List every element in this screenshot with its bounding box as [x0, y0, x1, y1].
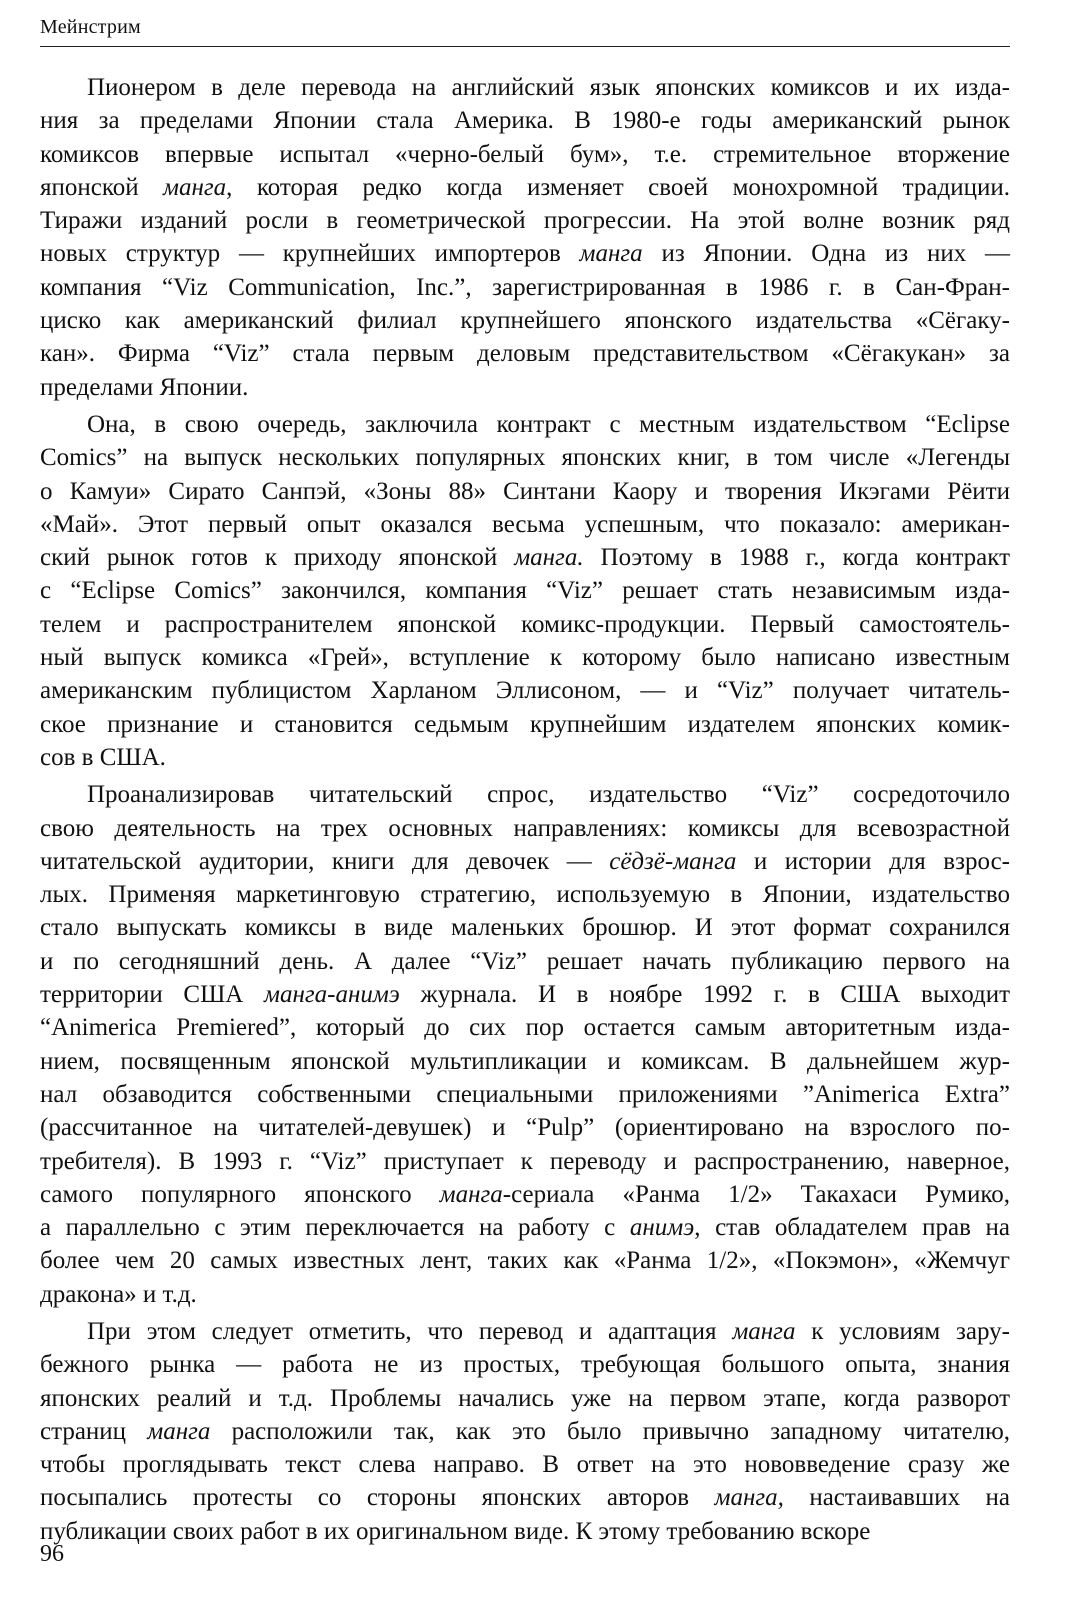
text-line	[40, 708, 1010, 741]
text-line	[40, 304, 1010, 337]
text-line	[40, 574, 1010, 607]
text-line	[40, 541, 1010, 574]
text-run: , став обладателем прав на	[694, 1214, 1011, 1242]
text-line	[40, 71, 1010, 104]
text-run: японской	[40, 173, 164, 201]
text-run: более чем 20 самых известных лент, таких как «Ранма 1/2», «Покэмон», «Жемчуг	[40, 1247, 1010, 1275]
italic-term: манга	[732, 1317, 796, 1345]
body-text	[40, 71, 1010, 1548]
text-line	[40, 1515, 1010, 1548]
text-line	[40, 641, 1010, 674]
text-line	[40, 237, 1010, 270]
italic-term: манга	[579, 240, 643, 268]
text-run: лых. Применяя маркетинговую стратегию, используемую в Японии, издательство	[40, 881, 1010, 909]
paragraph	[40, 408, 1010, 774]
text-line	[40, 271, 1010, 304]
text-run: Пионером в деле перевода на английский язык японских комиксов и их изда-	[87, 74, 1010, 101]
text-run: сов в США.	[40, 743, 166, 771]
text-run: Проанализировав читательский спрос, издательство “Viz” сосредоточило	[87, 781, 1010, 809]
text-line	[40, 778, 1010, 811]
italic-term: манга	[163, 173, 227, 201]
text-line	[40, 1244, 1010, 1277]
text-line	[40, 337, 1010, 370]
text-run: территории США	[40, 981, 265, 1009]
text-run: Она, в свою очередь, заключила контракт с местным издательством “Eclipse	[87, 410, 1010, 438]
text-line	[40, 741, 1010, 774]
text-run: самого популярного японского	[40, 1180, 440, 1208]
text-line	[40, 1045, 1010, 1078]
text-line	[40, 1011, 1010, 1044]
text-line	[40, 1145, 1010, 1178]
text-run: посыпались протесты со стороны японских авторов	[40, 1484, 715, 1512]
paragraph	[40, 778, 1010, 1311]
italic-term: манга.	[514, 544, 584, 572]
text-line	[40, 1178, 1010, 1211]
text-line	[40, 441, 1010, 474]
text-line	[40, 674, 1010, 707]
running-title: Мейнстрим	[40, 14, 1010, 47]
text-line	[40, 204, 1010, 237]
text-run: а параллельно с этим переключается на работу с	[40, 1214, 630, 1242]
text-line	[40, 1448, 1010, 1481]
text-line	[40, 171, 1010, 204]
text-run: компания “Viz Communication, Inc.”, зарегистрированная в 1986 г. в Сан-Фран-	[40, 273, 1010, 301]
text-run: телем и распространителем японской комикс-продукции. Первый самостоятель-	[40, 610, 1010, 638]
text-run: ный выпуск комикса «Грей», вступление к которому было написано известным	[40, 644, 1010, 672]
text-line	[40, 1348, 1010, 1381]
text-run: настаивавших на	[783, 1484, 1010, 1512]
text-run: о Камуи» Сирато Санпэй, «Зоны 88» Синтани Каору и творения Икэгами Рёити	[40, 477, 1010, 505]
paragraph	[40, 71, 1010, 404]
text-run: американским публицистом Харланом Эллисоном, — и “Viz” получает читатель-	[40, 677, 1010, 705]
text-run: к условиям зару-	[795, 1317, 1010, 1345]
italic-term: манга	[147, 1417, 211, 1445]
italic-term: анимэ	[629, 1214, 695, 1242]
italic-term: манга-анимэ	[264, 981, 400, 1009]
text-line	[40, 1415, 1010, 1448]
text-line	[40, 371, 1010, 404]
text-line	[40, 945, 1010, 978]
text-run: японских реалий и т.д. Проблемы начались уже на первом этапе, когда разворот	[40, 1384, 1010, 1412]
text-run: ский рынок готов к приходу японской	[40, 544, 515, 572]
text-run: новых структур — крупнейших импортеров	[40, 240, 580, 268]
text-run: нал обзаводится собственными специальными приложениями ”Animerica Extra”	[40, 1080, 1010, 1108]
text-line	[40, 1078, 1010, 1111]
text-run: из Японии. Одна из них —	[642, 240, 1010, 268]
text-run: ское признание и становится седьмым крупнейшим издателем японских комик-	[40, 710, 1010, 738]
text-run: кан». Фирма “Viz” стала первым деловым представительством «Сёгакукан» за	[40, 340, 1010, 368]
text-run: пределами Японии.	[40, 373, 249, 401]
text-run: «Май». Этот первый опыт оказался весьма успешным, что показало: американ-	[40, 510, 1010, 538]
text-run: дракона» и т.д.	[40, 1280, 197, 1308]
paragraph	[40, 1315, 1010, 1548]
text-line	[40, 608, 1010, 641]
text-line	[40, 878, 1010, 911]
text-run: читательской аудитории, книги для девочек —	[40, 847, 610, 875]
text-run: расположили так, как это было привычно западному читателю,	[210, 1417, 1011, 1445]
text-line	[40, 1315, 1010, 1348]
text-run: с “Eclipse Comics” закончился, компания “Viz” решает стать независимым изда-	[40, 577, 1010, 605]
text-run: -сериала «Ранма 1/2» Такахаси Румико,	[502, 1180, 1010, 1208]
text-run: свою деятельность на трех основных направлениях: комиксы для всевозрастной	[40, 814, 1010, 842]
text-run: комиксов впервые испытал «черно-белый бум», т.е. стремительное вторжение	[40, 140, 1010, 168]
text-run: бежного рынка — работа не из простых, требующая большого опыта, знания	[40, 1351, 1010, 1379]
text-line	[40, 1111, 1010, 1144]
page-number: 96	[40, 1541, 64, 1567]
text-line	[40, 1382, 1010, 1415]
italic-term: сёдзё-манга	[609, 847, 737, 875]
text-line	[40, 1211, 1010, 1244]
text-run: и истории для взрос-	[736, 847, 1010, 875]
text-run: чтобы проглядывать текст слева направо. В ответ на это нововведение сразу же	[40, 1451, 1010, 1479]
italic-term: манга	[439, 1180, 503, 1208]
text-run: стало выпускать комиксы в виде маленьких брошюр. И этот формат сохранился	[40, 914, 1010, 942]
text-line	[40, 1278, 1010, 1311]
text-run: циско как американский филиал крупнейшего японского издательства «Сёгаку-	[40, 307, 1010, 335]
text-run: публикации своих работ в их оригинальном виде. К этому требованию вскоре	[40, 1517, 871, 1545]
text-line	[40, 812, 1010, 845]
text-run: требителя). В 1993 г. “Viz” приступает к переводу и распространению, наверное,	[40, 1147, 1010, 1175]
text-run: “Animerica Premiered”, который до сих пор остается самым авторитетным изда-	[40, 1014, 1010, 1042]
text-run: , которая редко когда изменяет своей монохромной традиции.	[226, 173, 1010, 201]
text-line	[40, 911, 1010, 944]
text-run: ния за пределами Японии стала Америка. В 1980-е годы американский рынок	[40, 107, 1010, 135]
text-run: (рассчитанное на читателей-девушек) и “Pulp” (ориентировано на взрослого по-	[40, 1114, 1010, 1142]
text-run: Поэтому в 1988 г., когда контракт	[583, 544, 1010, 572]
italic-term: манга,	[714, 1484, 784, 1512]
text-line	[40, 508, 1010, 541]
text-line	[40, 138, 1010, 171]
text-run: страниц	[40, 1417, 148, 1445]
text-run: При этом следует отметить, что перевод и адаптация	[87, 1317, 733, 1345]
text-line	[40, 1481, 1010, 1514]
text-run: и по сегодняшний день. А далее “Viz” решает начать публикацию первого на	[40, 947, 1010, 975]
text-line	[40, 845, 1010, 878]
text-line	[40, 408, 1010, 441]
text-run: журнала. И в ноябре 1992 г. в США выходит	[399, 981, 1010, 1009]
text-run: нием, посвященным японской мультипликации и комиксам. В дальнейшем жур-	[40, 1047, 1010, 1075]
text-run: Тиражи изданий росли в геометрической прогрессии. На этой волне возник ряд	[40, 207, 1010, 235]
text-line	[40, 104, 1010, 137]
text-line	[40, 978, 1010, 1011]
text-run: Comics” на выпуск нескольких популярных японских книг, в том числе «Легенды	[40, 444, 1010, 472]
text-line	[40, 475, 1010, 508]
